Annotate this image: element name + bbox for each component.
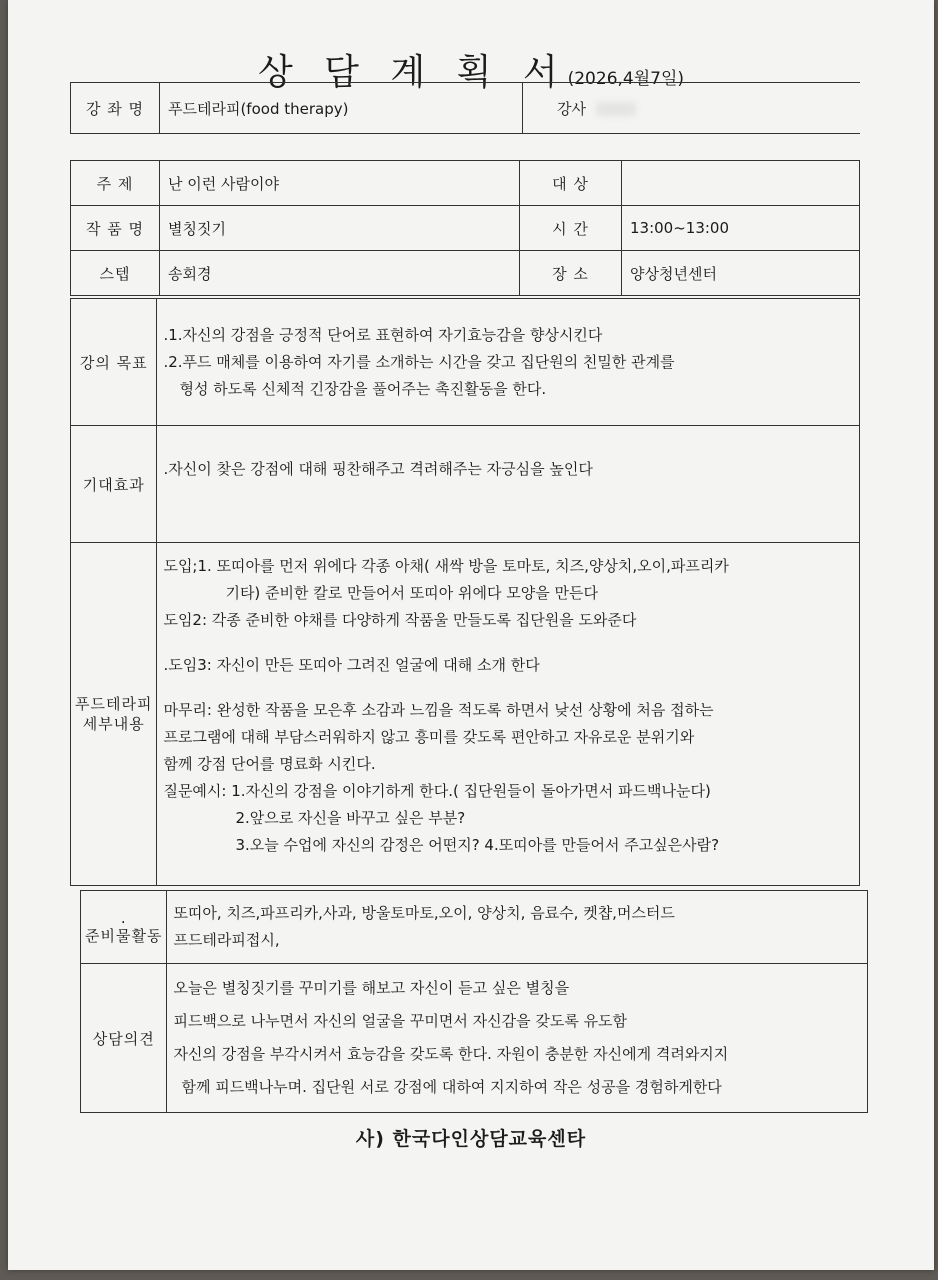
instructor-cell xyxy=(523,83,861,134)
detail-line: .도임3: 자신이 만든 또띠아 그려진 얼굴에 대해 소개 한다 xyxy=(163,656,540,674)
details-content xyxy=(157,543,860,886)
opinion-line: 피드백으로 나누면서 자신의 얼굴을 꾸미면서 자신감을 갖도록 유도함 xyxy=(173,1012,628,1030)
staff-value: 송회경 xyxy=(160,251,520,296)
course-label: 강 좌 명 xyxy=(71,83,160,134)
document-date: (2026,4월7일) xyxy=(567,69,685,89)
detail-line: 2.앞으로 자신을 바꾸고 싶은 부분? xyxy=(235,809,466,827)
plan-table xyxy=(70,298,860,886)
goal-line: 형성 하도록 신체적 긴장감을 풀어주는 촉진활동을 한다. xyxy=(179,379,547,398)
target-label: 대 상 xyxy=(520,161,622,206)
prep-label-text: 준비물활동 xyxy=(85,927,163,945)
details-label xyxy=(71,543,157,886)
opinion-content xyxy=(167,964,868,1113)
topic-value: 난 이런 사람이야 xyxy=(160,161,520,206)
course-table xyxy=(70,82,860,134)
opinion-label: 상담의견 xyxy=(81,964,167,1113)
goal-line: .2.푸드 매체를 이용하여 자기를 소개하는 시간을 갖고 집단원의 친밀한 관계를 xyxy=(163,352,675,371)
time-value: 13:00~13:00 xyxy=(622,206,860,251)
prep-line: 또띠아, 치즈,파프리카,사과, 방울토마토,오이, 양상치, 음료수, 켓챱,머스터드 xyxy=(173,904,675,922)
detail-line: 함께 강점 단어를 명료화 시킨다. xyxy=(163,755,376,773)
details-label-2: 세부내용 xyxy=(82,715,145,733)
topic-label: 주 제 xyxy=(71,161,160,206)
title-text: 상 담 계 획 서 xyxy=(257,52,568,93)
detail-line: 도입;1. 또띠아를 먼저 위에다 각종 아채( 새싹 방을 토마토, 치즈,양상치,오이,파프리카 xyxy=(163,557,729,575)
detail-line: 도임2: 각종 준비한 야채를 다양하게 작품울 만들도록 집단원을 도와준다 xyxy=(163,611,637,629)
prep-opinion-table xyxy=(80,890,868,1113)
details-label-1: 푸드테라피 xyxy=(75,695,153,713)
instructor-label: 강사 xyxy=(557,99,586,118)
effects-label: 기대효과 xyxy=(71,426,157,543)
goals-label: 강의 목표 xyxy=(71,299,157,426)
effect-line: .자신이 찾은 강점에 대해 핑찬해주고 격려해주는 자긍심을 높인다 xyxy=(163,460,593,478)
place-label: 장 소 xyxy=(520,251,622,296)
goal-line: .1.자신의 강점을 긍정적 단어로 표현하여 자기효능감을 향상시킨다 xyxy=(163,325,603,344)
detail-line: 기타) 준비한 칼로 만들어서 또띠아 위에다 모양을 만든다 xyxy=(225,584,598,602)
document-page xyxy=(8,0,934,1270)
target-value xyxy=(622,161,860,206)
work-label: 작 품 명 xyxy=(71,206,160,251)
work-value: 별칭짓기 xyxy=(160,206,520,251)
opinion-line: 오늘은 별칭짓기를 꾸미기를 해보고 자신이 듣고 싶은 별칭을 xyxy=(173,979,570,997)
opinion-line: 함께 피드백나누며. 집단원 서로 강점에 대하여 지지하여 작은 성공을 경험하게한다 xyxy=(181,1078,722,1096)
detail-line: 질문예시: 1.자신의 강점을 이야기하게 한다.( 집단원들이 돌아가면서 파드백나눈다) xyxy=(163,782,711,800)
place-value: 양상청년센터 xyxy=(622,251,860,296)
detail-line: 마무리: 완성한 작품을 모은후 소감과 느낌을 적도록 하면서 낮선 상황에 처음 접하는 xyxy=(163,701,714,719)
footer-organization: 사) 한국다인상담교육센타 xyxy=(355,1128,587,1150)
opinion-line: 자신의 강점을 부각시켜서 효능감을 갖도록 한다. 자원이 충분한 자신에게 격려와지지 xyxy=(173,1045,729,1063)
prep-label-dot: . xyxy=(120,909,127,927)
course-value: 푸드테라피(food therapy) xyxy=(160,83,523,134)
redacted-name xyxy=(596,102,636,116)
prep-content xyxy=(167,891,868,964)
effects-content xyxy=(157,426,860,543)
goals-content xyxy=(157,299,860,426)
info-table xyxy=(70,160,860,296)
prep-label xyxy=(81,891,167,964)
detail-line: 프로그램에 대해 부담스러워하지 않고 흥미를 갖도록 편안하고 자유로운 분위기와 xyxy=(163,728,695,746)
detail-line: 3.오늘 수업에 자신의 감정은 어떤지? 4.또띠아를 만들어서 주고싶은사람? xyxy=(235,836,720,854)
staff-label: 스텝 xyxy=(71,251,160,296)
prep-line: 프드테라피접시, xyxy=(173,931,280,949)
time-label: 시 간 xyxy=(520,206,622,251)
